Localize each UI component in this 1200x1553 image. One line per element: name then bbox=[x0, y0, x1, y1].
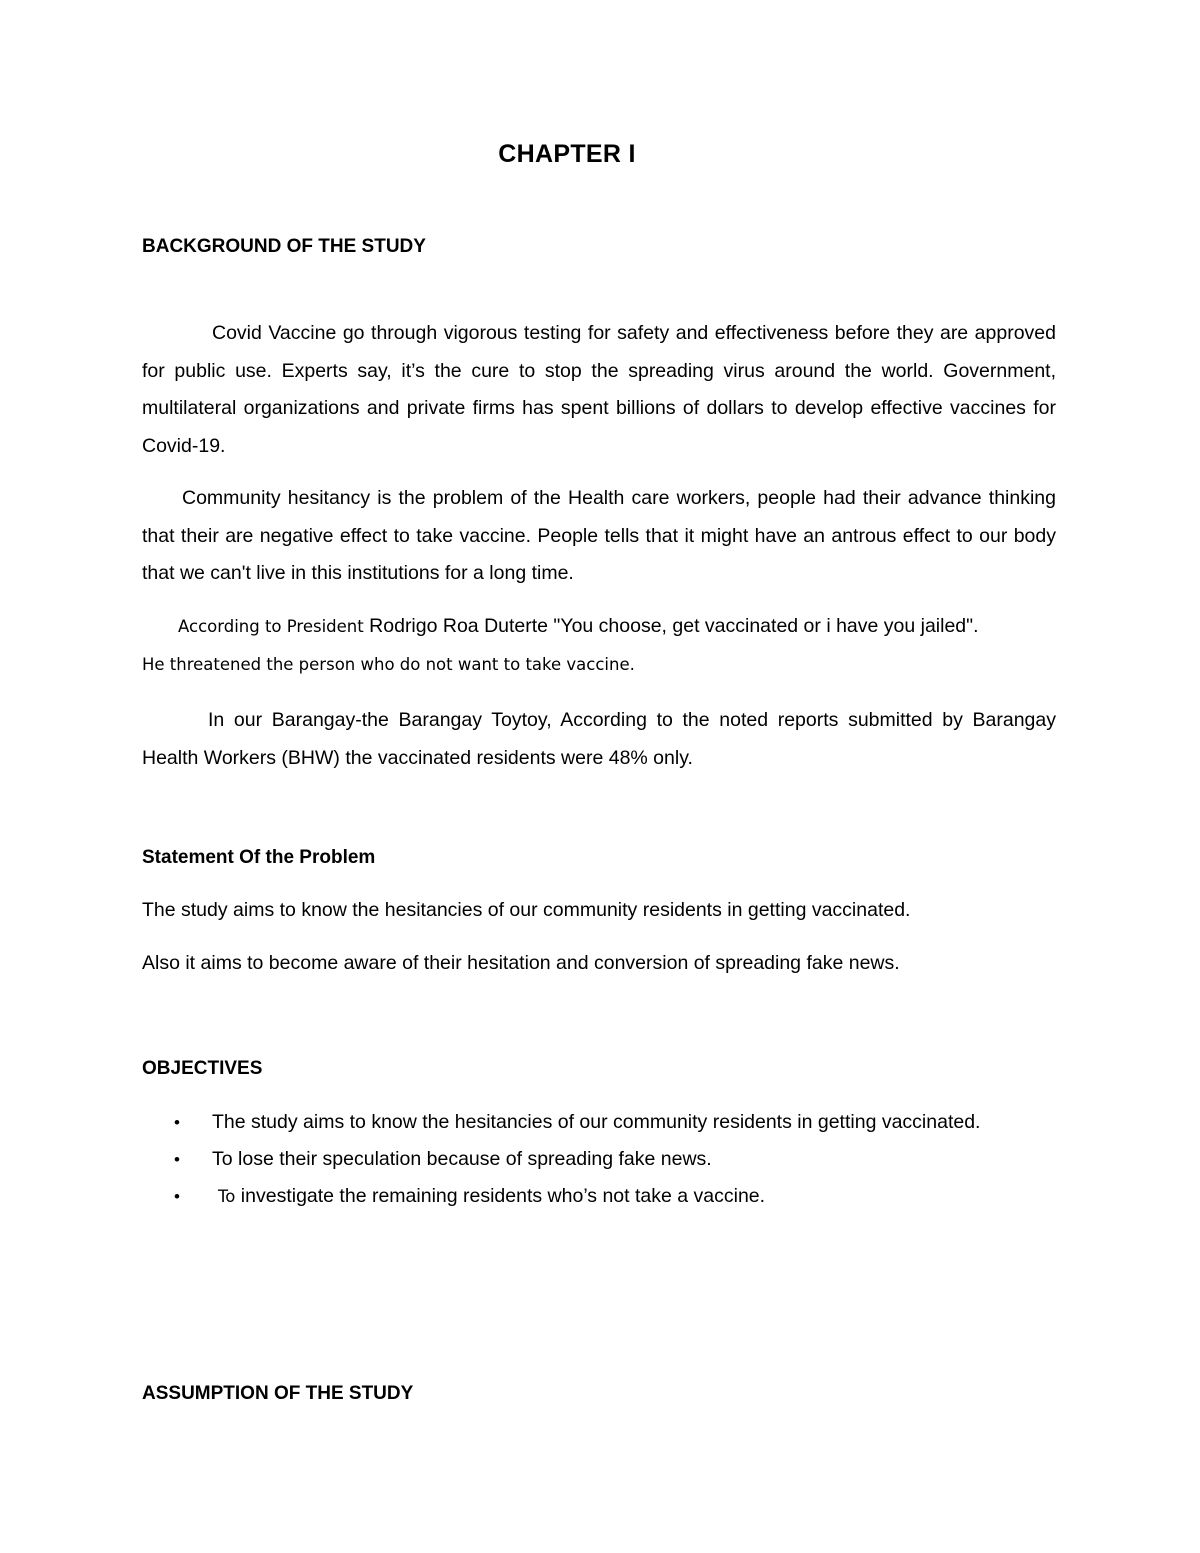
chapter-title: CHAPTER I bbox=[498, 140, 636, 168]
objective-text-1: The study aims to know the hesitancies of our community residents in getting vaccinated. bbox=[212, 1111, 981, 1133]
list-item bbox=[142, 1104, 1056, 1141]
bullet-icon: • bbox=[174, 1113, 180, 1132]
bullet-icon: • bbox=[174, 1150, 180, 1169]
objectives-heading: OBJECTIVES bbox=[142, 1058, 263, 1079]
objective-text-3 bbox=[212, 1185, 765, 1207]
background-paragraph-4: In our Barangay-the Barangay Toytoy, According to the noted reports submitted by Barangay Health Workers (BHW) the vaccinated residents were 48% only. bbox=[142, 709, 1056, 769]
list-item bbox=[142, 1178, 1056, 1215]
statement-line-2: Also it aims to become aware of their hesitation and conversion of spreading fake news. bbox=[142, 952, 900, 974]
statement-heading: Statement Of the Problem bbox=[142, 847, 376, 868]
quote-lead-text: According to President bbox=[178, 617, 364, 636]
background-paragraph-2: Community hesitancy is the problem of the Health care workers, people had their advance thinking that their are negative effect to take vaccine. People tells that it might have an antrous effect to our body that we can't live in this institutions for a long time. bbox=[142, 487, 1056, 584]
bullet-icon: • bbox=[174, 1187, 180, 1206]
background-paragraph-1: Covid Vaccine go through vigorous testing for safety and effectiveness before they are approved for public use. Experts say, it’s the cure to stop the spreading virus around the world. Government, multilateral organizations and private firms has spent billions of dollars to develop effective vaccines for Covid-19. bbox=[142, 322, 1056, 457]
objective-3-lead: To bbox=[218, 1187, 236, 1206]
threat-text: He threatened the person who do not want to take vaccine. bbox=[142, 654, 635, 674]
objectives-list bbox=[142, 1104, 1056, 1215]
objective-3-rest: investigate the remaining residents who’s not take a vaccine. bbox=[235, 1185, 766, 1207]
background-paragraph-3 bbox=[142, 608, 1056, 683]
quote-text: Rodrigo Roa Duterte "You choose, get vaccinated or i have you jailed". bbox=[363, 615, 979, 637]
assumption-heading: ASSUMPTION OF THE STUDY bbox=[142, 1383, 414, 1404]
objective-text-2: To lose their speculation because of spreading fake news. bbox=[212, 1148, 712, 1170]
list-item bbox=[142, 1141, 1056, 1178]
background-heading: BACKGROUND OF THE STUDY bbox=[142, 236, 426, 257]
statement-line-1: The study aims to know the hesitancies of our community residents in getting vaccinated. bbox=[142, 899, 911, 921]
